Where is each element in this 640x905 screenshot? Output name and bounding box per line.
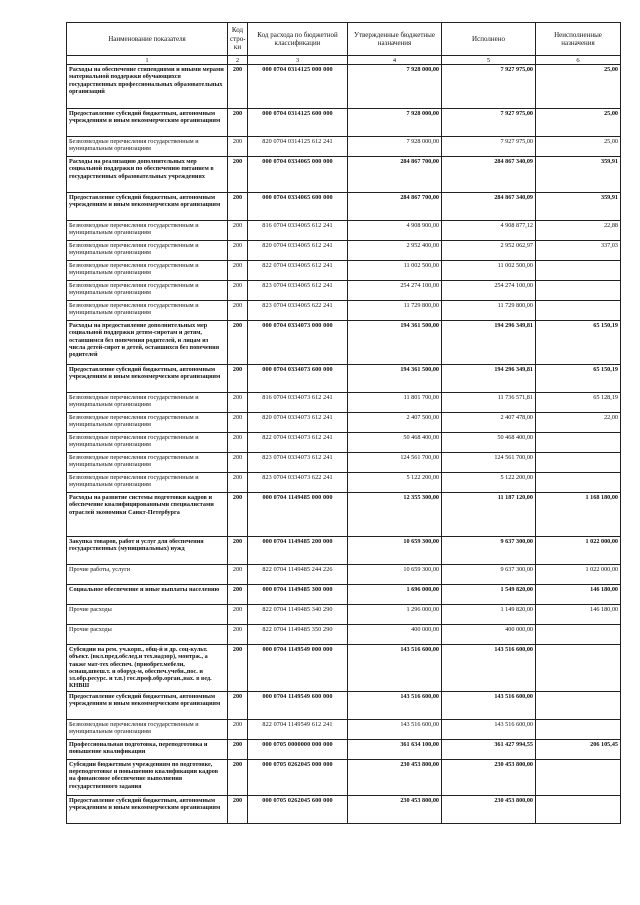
row-approved-cell: 284 867 700,00 [348,193,442,221]
row-unexecuted-cell [536,281,621,301]
row-executed-cell: 361 427 994,55 [442,739,536,759]
header-executed: Исполнено [442,23,536,56]
row-approved-cell: 10 659 300,00 [348,565,442,585]
row-unexecuted-cell: 65 128,19 [536,393,621,413]
row-executed-cell: 7 927 975,00 [442,137,536,157]
row-expense-code-cell: 000 0704 0314125 000 000 [248,65,348,109]
table-row [67,605,621,625]
row-unexecuted-cell: 359,91 [536,157,621,193]
row-expense-code-cell: 822 0704 1149485 340 290 [248,605,348,625]
row-expense-code-cell: 816 0704 0334073 612 241 [248,393,348,413]
header-approved: Утвержденные бюджетные назначения [348,23,442,56]
row-executed-cell: 194 296 349,81 [442,321,536,365]
row-line-code-cell: 200 [228,625,248,645]
row-approved-cell: 1 296 000,00 [348,605,442,625]
table-row [67,241,621,261]
budget-execution-table [66,22,621,824]
header-line-code: Код стро-ки [228,23,248,56]
row-name-cell: Субсидии на рем. уч.корп., общ-й и др. соц-культ. объект. (вкл.пред.обслед.и тех.надзор), монтрж., а также мат-тех обеспеч. (приобрет.мебели, оснащ.швеш.т. и оборуд-м, обеспеч.учебн.,пос. и эл.обр.ресурс. и т.п.) гос.проф.обр.орган.,нах. в вед. КНВШ [67,645,228,692]
table-row [67,261,621,281]
row-name-cell: Предоставление субсидий бюджетным, автономным учреждениям и иным некоммерческим организациям [67,193,228,221]
row-expense-code-cell: 000 0704 0334065 600 000 [248,193,348,221]
header-unexecuted: Неисполненные назначения [536,23,621,56]
column-number: 2 [228,56,248,65]
row-line-code-cell: 200 [228,261,248,281]
row-approved-cell: 143 516 600,00 [348,645,442,692]
row-executed-cell: 11 736 571,81 [442,393,536,413]
row-expense-code-cell: 822 0704 0334073 612 241 [248,433,348,453]
row-approved-cell: 2 952 400,00 [348,241,442,261]
row-unexecuted-cell [536,453,621,473]
row-expense-code-cell: 823 0704 0334065 612 241 [248,281,348,301]
table-row [67,691,621,719]
row-name-cell: Прочие расходы [67,605,228,625]
row-line-code-cell: 200 [228,321,248,365]
row-approved-cell: 284 867 700,00 [348,157,442,193]
row-expense-code-cell: 000 0704 0334065 000 000 [248,157,348,193]
row-line-code-cell: 200 [228,433,248,453]
row-line-code-cell: 200 [228,719,248,739]
row-name-cell: Безвозмездные перечисления государственным и муниципальным организациям [67,453,228,473]
row-line-code-cell: 200 [228,393,248,413]
row-executed-cell: 400 000,00 [442,625,536,645]
row-name-cell: Расходы на реализацию дополнительных мер социальной поддержки по обеспечению питанием в государственных образовательных учреждениях [67,157,228,193]
row-line-code-cell: 200 [228,221,248,241]
row-unexecuted-cell: 146 180,00 [536,585,621,605]
budget-report-sheet [66,22,620,824]
table-row [67,221,621,241]
row-expense-code-cell: 820 0704 0314125 612 241 [248,137,348,157]
row-approved-cell: 12 355 300,00 [348,493,442,537]
row-executed-cell: 7 927 975,00 [442,65,536,109]
row-executed-cell: 2 407 478,00 [442,413,536,433]
table-row [67,537,621,565]
row-executed-cell: 11 187 120,00 [442,493,536,537]
row-unexecuted-cell [536,473,621,493]
row-line-code-cell: 200 [228,137,248,157]
table-row [67,493,621,537]
row-name-cell: Закупка товаров, работ и услуг для обеспечения государственных (муниципальных) нужд [67,537,228,565]
column-number: 4 [348,56,442,65]
table-row [67,413,621,433]
row-approved-cell: 11 801 700,00 [348,393,442,413]
table-row [67,65,621,109]
row-approved-cell: 194 361 500,00 [348,321,442,365]
row-executed-cell: 7 927 975,00 [442,109,536,137]
row-unexecuted-cell: 25,00 [536,109,621,137]
row-unexecuted-cell: 1 022 000,00 [536,565,621,585]
row-name-cell: Прочие работы, услуги [67,565,228,585]
row-line-code-cell: 200 [228,565,248,585]
row-expense-code-cell: 000 0705 0262045 600 000 [248,795,348,823]
row-line-code-cell: 200 [228,473,248,493]
row-name-cell: Безвозмездные перечисления государственным и муниципальным организациям [67,473,228,493]
row-unexecuted-cell: 1 022 000,00 [536,537,621,565]
row-approved-cell: 11 002 500,00 [348,261,442,281]
row-name-cell: Предоставление субсидий бюджетным, автономным учреждениям и иным некоммерческим организациям [67,109,228,137]
row-name-cell: Предоставление субсидий бюджетным, автономным учреждениям и иным некоммерческим организациям [67,365,228,393]
row-executed-cell: 143 516 600,00 [442,645,536,692]
row-line-code-cell: 200 [228,537,248,565]
table-row [67,193,621,221]
row-name-cell: Предоставление субсидий бюджетным, автономным учреждениям и иным некоммерческим организациям [67,691,228,719]
row-name-cell: Социальное обеспечение и иные выплаты населению [67,585,228,605]
row-approved-cell: 1 696 000,00 [348,585,442,605]
row-name-cell: Безвозмездные перечисления государственным и муниципальным организациям [67,137,228,157]
row-unexecuted-cell [536,625,621,645]
row-unexecuted-cell [536,795,621,823]
table-row [67,301,621,321]
table-row [67,719,621,739]
table-row [67,795,621,823]
row-expense-code-cell: 822 0704 1149485 350 290 [248,625,348,645]
row-approved-cell: 5 122 200,00 [348,473,442,493]
row-unexecuted-cell: 22,00 [536,413,621,433]
row-line-code-cell: 200 [228,157,248,193]
table-row [67,109,621,137]
row-line-code-cell: 200 [228,795,248,823]
row-expense-code-cell: 823 0704 0334065 622 241 [248,301,348,321]
row-executed-cell: 124 561 700,00 [442,453,536,473]
row-approved-cell: 7 928 000,00 [348,137,442,157]
row-expense-code-cell: 000 0704 0314125 600 000 [248,109,348,137]
row-approved-cell: 10 659 300,00 [348,537,442,565]
table-row [67,281,621,301]
row-executed-cell: 284 867 340,09 [442,193,536,221]
row-line-code-cell: 200 [228,645,248,692]
row-executed-cell: 2 952 062,97 [442,241,536,261]
row-expense-code-cell: 000 0704 1149485 200 000 [248,537,348,565]
row-expense-code-cell: 000 0704 1149485 300 000 [248,585,348,605]
column-number: 5 [442,56,536,65]
row-executed-cell: 230 453 800,00 [442,795,536,823]
row-name-cell: Безвозмездные перечисления государственным и муниципальным организациям [67,301,228,321]
column-number: 6 [536,56,621,65]
table-row [67,585,621,605]
row-executed-cell: 50 468 400,00 [442,433,536,453]
row-unexecuted-cell: 65 150,19 [536,365,621,393]
row-approved-cell: 143 516 600,00 [348,691,442,719]
header-name: Наименование показателя [67,23,228,56]
row-approved-cell: 254 274 100,00 [348,281,442,301]
row-unexecuted-cell: 146 180,00 [536,605,621,625]
row-name-cell: Расходы на обеспечение стипендиями и иными мерами материальной поддержки обучающихся государственных профессиональных образовательных организаций [67,65,228,109]
row-executed-cell: 11 729 800,00 [442,301,536,321]
row-expense-code-cell: 000 0704 1149549 600 000 [248,691,348,719]
row-expense-code-cell: 820 0704 0334073 612 241 [248,413,348,433]
row-executed-cell: 254 274 100,00 [442,281,536,301]
row-line-code-cell: 200 [228,605,248,625]
row-line-code-cell: 200 [228,65,248,109]
row-name-cell: Безвозмездные перечисления государственным и муниципальным организациям [67,221,228,241]
row-unexecuted-cell [536,719,621,739]
table-row [67,739,621,759]
row-name-cell: Безвозмездные перечисления государственным и муниципальным организациям [67,393,228,413]
row-executed-cell: 5 122 200,00 [442,473,536,493]
row-executed-cell: 1 149 820,00 [442,605,536,625]
row-expense-code-cell: 820 0704 0334065 612 241 [248,241,348,261]
row-expense-code-cell: 822 0704 1149485 244 226 [248,565,348,585]
row-line-code-cell: 200 [228,109,248,137]
row-unexecuted-cell: 25,00 [536,65,621,109]
header-expense-code: Код расхода по бюджетной классификации [248,23,348,56]
row-line-code-cell: 200 [228,241,248,261]
row-executed-cell: 284 867 340,09 [442,157,536,193]
table-row [67,433,621,453]
row-name-cell: Безвозмездные перечисления государственным и муниципальным организациям [67,261,228,281]
row-name-cell: Прочие расходы [67,625,228,645]
row-name-cell: Безвозмездные перечисления государственным и муниципальным организациям [67,719,228,739]
row-unexecuted-cell [536,261,621,281]
table-row [67,565,621,585]
row-approved-cell: 143 516 600,00 [348,719,442,739]
row-unexecuted-cell: 1 168 180,00 [536,493,621,537]
table-row [67,393,621,413]
row-line-code-cell: 200 [228,301,248,321]
row-unexecuted-cell [536,301,621,321]
row-name-cell: Безвозмездные перечисления государственным и муниципальным организациям [67,241,228,261]
row-executed-cell: 143 516 600,00 [442,691,536,719]
table-row [67,157,621,193]
row-unexecuted-cell [536,645,621,692]
row-line-code-cell: 200 [228,453,248,473]
row-name-cell: Безвозмездные перечисления государственным и муниципальным организациям [67,433,228,453]
row-expense-code-cell: 000 0705 0262045 000 000 [248,759,348,795]
row-name-cell: Профессиональная подготовка, переподготовка и повышение квалификации [67,739,228,759]
row-unexecuted-cell: 65 150,19 [536,321,621,365]
row-unexecuted-cell [536,759,621,795]
table-row [67,365,621,393]
row-approved-cell: 230 453 800,00 [348,759,442,795]
row-expense-code-cell: 822 0704 1149549 612 241 [248,719,348,739]
row-executed-cell: 194 296 349,81 [442,365,536,393]
row-expense-code-cell: 000 0704 0334073 600 000 [248,365,348,393]
row-executed-cell: 9 637 300,00 [442,565,536,585]
row-approved-cell: 11 729 800,00 [348,301,442,321]
row-unexecuted-cell: 337,03 [536,241,621,261]
row-name-cell: Расходы на предоставление дополнительных мер социальной поддержки детям-сиротам и детям, оставшимся без попечения родителей, и лицам из числа детей-сирот и детей, оставшихся без попечения родителей [67,321,228,365]
row-executed-cell: 11 002 500,00 [442,261,536,281]
row-line-code-cell: 200 [228,413,248,433]
table-row [67,625,621,645]
row-expense-code-cell: 822 0704 0334065 612 241 [248,261,348,281]
row-unexecuted-cell: 22,88 [536,221,621,241]
row-line-code-cell: 200 [228,365,248,393]
row-approved-cell: 230 453 800,00 [348,795,442,823]
row-line-code-cell: 200 [228,281,248,301]
row-name-cell: Безвозмездные перечисления государственным и муниципальным организациям [67,413,228,433]
table-row [67,473,621,493]
column-number: 1 [67,56,228,65]
row-executed-cell: 230 453 800,00 [442,759,536,795]
table-header-row [67,23,621,56]
column-number: 3 [248,56,348,65]
row-line-code-cell: 200 [228,759,248,795]
row-line-code-cell: 200 [228,739,248,759]
row-expense-code-cell: 000 0704 1149485 000 000 [248,493,348,537]
row-approved-cell: 124 561 700,00 [348,453,442,473]
row-unexecuted-cell: 25,00 [536,137,621,157]
row-name-cell: Субсидии бюджетным учреждениям по подготовке, переподготовке и повышению квалификации кадров на финансовое обеспечение выполнения государственного задания [67,759,228,795]
row-line-code-cell: 200 [228,493,248,537]
row-approved-cell: 4 908 900,00 [348,221,442,241]
table-row [67,453,621,473]
table-row [67,759,621,795]
row-unexecuted-cell: 359,91 [536,193,621,221]
row-approved-cell: 361 634 100,00 [348,739,442,759]
row-executed-cell: 143 516 600,00 [442,719,536,739]
row-approved-cell: 7 928 000,00 [348,109,442,137]
row-approved-cell: 400 000,00 [348,625,442,645]
row-approved-cell: 50 468 400,00 [348,433,442,453]
row-approved-cell: 2 407 500,00 [348,413,442,433]
row-approved-cell: 7 928 000,00 [348,65,442,109]
row-expense-code-cell: 000 0705 0000000 000 000 [248,739,348,759]
table-row [67,645,621,692]
row-unexecuted-cell: 206 105,45 [536,739,621,759]
row-line-code-cell: 200 [228,193,248,221]
row-unexecuted-cell [536,691,621,719]
table-body [67,65,621,824]
row-expense-code-cell: 816 0704 0334065 612 241 [248,221,348,241]
row-unexecuted-cell [536,433,621,453]
row-expense-code-cell: 823 0704 0334073 612 241 [248,453,348,473]
row-expense-code-cell: 000 0704 1149549 000 000 [248,645,348,692]
row-expense-code-cell: 823 0704 0334073 622 241 [248,473,348,493]
table-row [67,137,621,157]
row-executed-cell: 9 637 300,00 [442,537,536,565]
row-expense-code-cell: 000 0704 0334073 000 000 [248,321,348,365]
row-name-cell: Расходы на развитие системы подготовки кадров и обеспечение квалифицированными специалистами отраслей экономики Санкт-Петербурга [67,493,228,537]
row-approved-cell: 194 361 500,00 [348,365,442,393]
row-line-code-cell: 200 [228,585,248,605]
row-executed-cell: 4 908 877,12 [442,221,536,241]
row-name-cell: Предоставление субсидий бюджетным, автономным учреждениям и иным некоммерческим организациям [67,795,228,823]
row-name-cell: Безвозмездные перечисления государственным и муниципальным организациям [67,281,228,301]
column-number-row [67,56,621,65]
table-row [67,321,621,365]
row-executed-cell: 1 549 820,00 [442,585,536,605]
row-line-code-cell: 200 [228,691,248,719]
